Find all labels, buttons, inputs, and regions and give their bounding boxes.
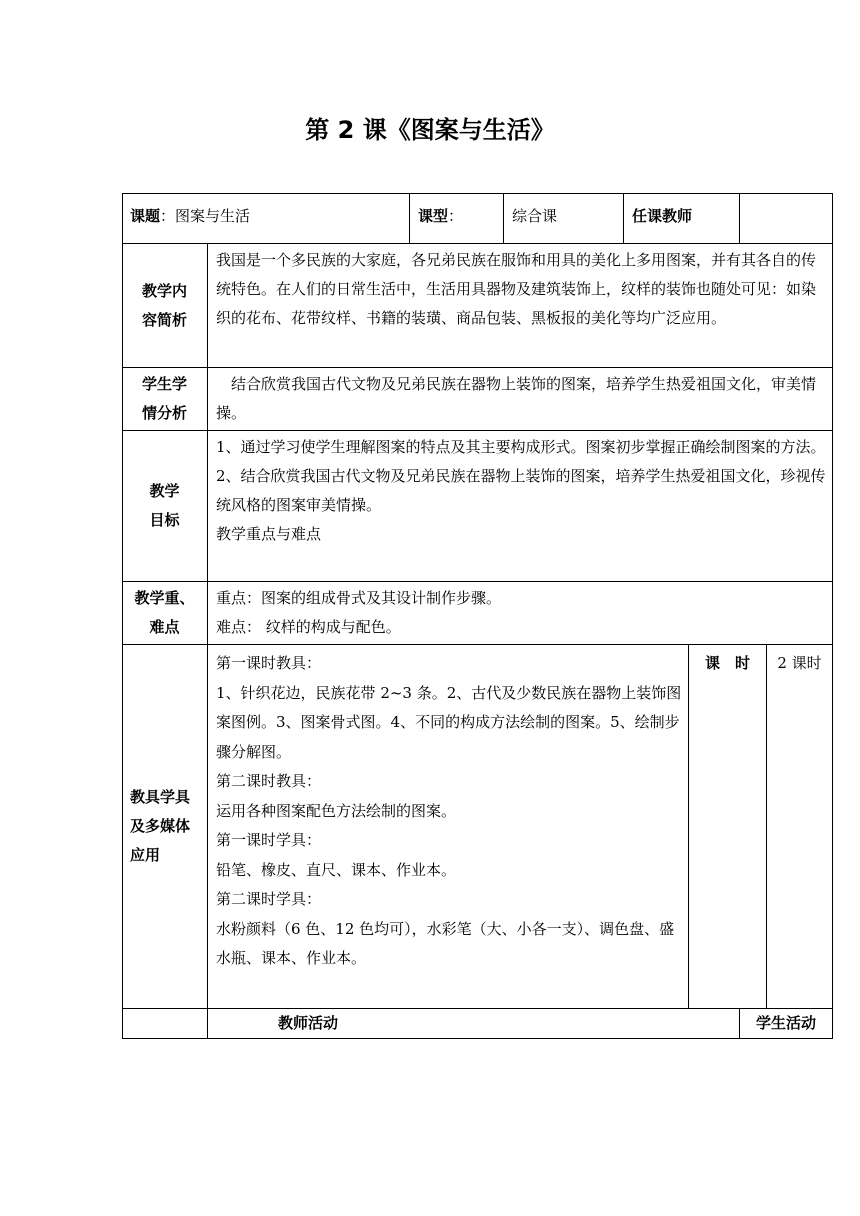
student-activity-cell (740, 1009, 833, 1039)
hours-value: 2 课时 (777, 654, 822, 672)
materials-line: 铅笔、橡皮、直尺、课本、作业本。 (216, 860, 457, 879)
key-points-label: 教学重、 难点 (122, 582, 208, 645)
hours-label: 课 时 (704, 654, 750, 672)
type-value: 综合课 (512, 207, 558, 225)
teacher-label-cell (624, 193, 740, 244)
student-activity-label: 学生活动 (755, 1014, 816, 1032)
difficulty-point: 难点： 纹样的构成与配色。 (216, 618, 401, 636)
content-analysis-label: 教学内 容简析 (122, 244, 208, 368)
content-analysis-text: 我国是一个多民族的大家庭，各兄弟民族在服饰和用具的美化上多用图案，并有其各自的传统特色。在人们的日常生活中，生活用具器物及建筑装饰上，纹样的装饰也随处可见：如染织的花布、花带纹样、书籍的装璜、商品包装、黑板报的美化等均广泛应用。 (208, 244, 833, 368)
type-value-cell (504, 193, 624, 244)
hours-value-cell (767, 645, 833, 1009)
teacher-label: 任课教师 (632, 207, 693, 225)
materials-line: 运用各种图案配色方法绘制的图案。 (216, 801, 457, 820)
materials-line: 第一课时教具： (216, 654, 322, 672)
teacher-value-cell (740, 193, 833, 244)
key-points-text (208, 582, 833, 645)
teacher-activity-cell (208, 1009, 740, 1039)
student-analysis-label: 学生学 情分析 (122, 368, 208, 431)
materials-line: 第一课时学具： (216, 831, 322, 849)
materials-label: 教具学具 及多媒体 应用 (122, 645, 208, 1009)
key-point: 重点：图案的组成骨式及其设计制作步骤。 (216, 589, 502, 607)
objective-1: 1、通过学习使学生理解图案的特点及其主要构成形式。图案初步掌握正确绘制图案的方法。 (216, 438, 826, 456)
objectives-label: 教学 目标 (122, 431, 208, 582)
type-label-cell (410, 193, 504, 244)
topic-value: 图案与生活 (175, 207, 251, 225)
teacher-activity-label: 教师活动 (278, 1014, 339, 1032)
objectives-text (208, 431, 833, 582)
type-label: 课型 (418, 207, 449, 225)
materials-line: 第二课时学具： (216, 890, 322, 908)
materials-text (208, 645, 689, 1009)
objective-3: 教学重点与难点 (216, 525, 322, 543)
topic-label: 课题 (130, 207, 161, 225)
activities-empty-cell (122, 1009, 208, 1039)
materials-line: 水粉颜料（6 色、12 色均可），水彩笔（大、小各一支）、调色盘、盛水瓶、课本、作业本。 (216, 919, 675, 967)
page-title: 第 2 课《图案与生活》 (305, 116, 555, 144)
topic-cell (122, 193, 410, 244)
type-colon: ： (448, 207, 464, 225)
materials-line: 1、针织花边，民族花带 2~3 条。2、古代及少数民族在器物上装饰图案图例。3、图案骨式图。4、不同的构成方法绘制的图案。5、绘制步骤分解图。 (216, 683, 682, 761)
objective-2: 2、结合欣赏我国古代文物及兄弟民族在器物上装饰的图案，培养学生热爱祖国文化，珍视传统风格的图案审美情操。 (216, 467, 826, 514)
materials-line: 第二课时教具： (216, 772, 322, 790)
topic-colon: ： (160, 207, 176, 225)
lesson-plan-table (122, 193, 833, 1039)
student-analysis-text: 结合欣赏我国古代文物及兄弟民族在器物上装饰的图案，培养学生热爱祖国文化，审美情操。 (208, 368, 833, 431)
hours-label-cell (689, 645, 767, 1009)
